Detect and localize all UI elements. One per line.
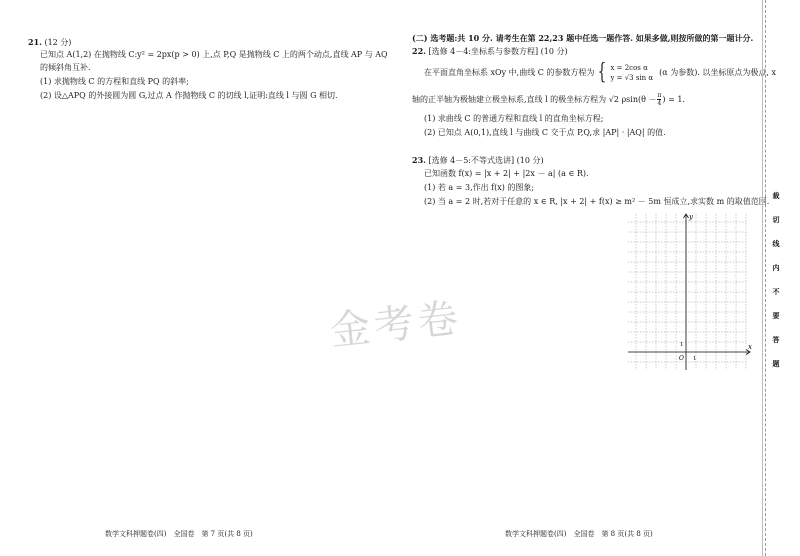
question-21-heading (28, 37, 71, 48)
left-page-footer: 数学文科押题卷(四) 全国卷 第 7 页(共 8 页) (105, 530, 253, 538)
y-tick-label: 1 (680, 342, 684, 348)
binding-char: 题 (772, 360, 780, 368)
binding-char: 线 (772, 240, 780, 248)
question-21-text-line1: 已知点 A(1,2) 在抛物线 C:y² = 2px(p > 0) 上,点 P,Q 是抛物线 C 上的两个动点,直线 AP 与 AQ (40, 50, 388, 59)
cut-line (765, 0, 766, 556)
question-21-number: 21. (28, 37, 42, 47)
parametric-y: y = √3 sin α (610, 74, 654, 82)
watermark-logo: 金考卷 (327, 295, 465, 355)
x-tick-label: 1 (693, 356, 697, 362)
binding-char: 不 (772, 288, 780, 296)
question-22-text-line1 (424, 60, 776, 86)
question-22-part1: (1) 求曲线 C 的普通方程和直线 l 的直角坐标方程; (424, 114, 604, 123)
parametric-x: x = 2cos α (610, 64, 648, 72)
binding-margin (762, 0, 800, 556)
fraction-denominator: 4 (657, 100, 662, 107)
question-21-part1: (1) 求抛物线 C 的方程和直线 PQ 的斜率; (40, 77, 189, 86)
coordinate-grid-svg (628, 210, 758, 370)
binding-char: 裁 (772, 192, 780, 200)
question-22-text-line2 (412, 92, 685, 107)
question-22-part2: (2) 已知点 A(0,1),直线 l 与曲线 C 交于点 P,Q,求 |AP| · |AQ| 的值. (424, 128, 666, 137)
coordinate-grid (628, 210, 758, 370)
question-23-text: 已知函数 f(x) = |x + 2| + |2x － a| (a ∈ R). (424, 169, 589, 178)
question-21-score: (12 分) (44, 38, 72, 47)
question-22-text1-b: (α 为参数). 以坐标原点为极点, x (659, 68, 777, 77)
question-21-part2: (2) 设△APQ 的外接圆为圆 G,过点 A 作抛物线 C 的切线 l,证明:直线 l 与圆 G 相切. (40, 91, 338, 100)
question-22-number: 22. (412, 46, 426, 56)
pi-over-4-fraction (657, 92, 661, 107)
question-23-header: [选修 4－5:不等式选讲] (10 分) (428, 156, 544, 165)
question-21-text-line2: 的倾斜角互补. (40, 63, 91, 72)
brace-symbol: { (598, 60, 607, 85)
question-23-part1: (1) 若 a = 3,作出 f(x) 的图象; (424, 183, 535, 192)
binding-char: 答 (772, 336, 780, 344)
binding-char: 要 (772, 312, 780, 320)
y-axis-label: y (689, 213, 693, 221)
binding-char: 切 (772, 216, 780, 224)
question-22-text2-b: ) = 1. (662, 94, 685, 104)
question-22-header: [选修 4－4:坐标系与参数方程] (10 分) (428, 47, 568, 56)
binding-char: 内 (772, 264, 780, 272)
question-22-heading (412, 46, 568, 57)
question-23-heading (412, 155, 544, 166)
fraction-numerator: π (657, 92, 662, 99)
section-title: (二) 选考题:共 10 分. 请考生在第 22,23 题中任选一题作答. 如果多做,则按所做的第一题计分. (412, 33, 754, 43)
x-axis-label: x (748, 343, 752, 351)
origin-label: O (679, 355, 684, 362)
parametric-system (610, 63, 653, 83)
question-22-text2-a: 轴的正半轴为极轴建立极坐标系,直线 l 的极坐标方程为 √2 ρsin(θ － (412, 94, 657, 104)
right-page-footer: 数学文科押题卷(四) 全国卷 第 8 页(共 8 页) (505, 530, 653, 538)
question-22-text1-a: 在平面直角坐标系 xOy 中,曲线 C 的参数方程为 (424, 68, 595, 77)
question-23-part2: (2) 当 a = 2 时,若对于任意的 x ∈ R, |x + 2| + f(x) ≥ m² － 5m 恒成立,求实数 m 的取值范围. (424, 197, 770, 206)
question-23-number: 23. (412, 155, 426, 165)
